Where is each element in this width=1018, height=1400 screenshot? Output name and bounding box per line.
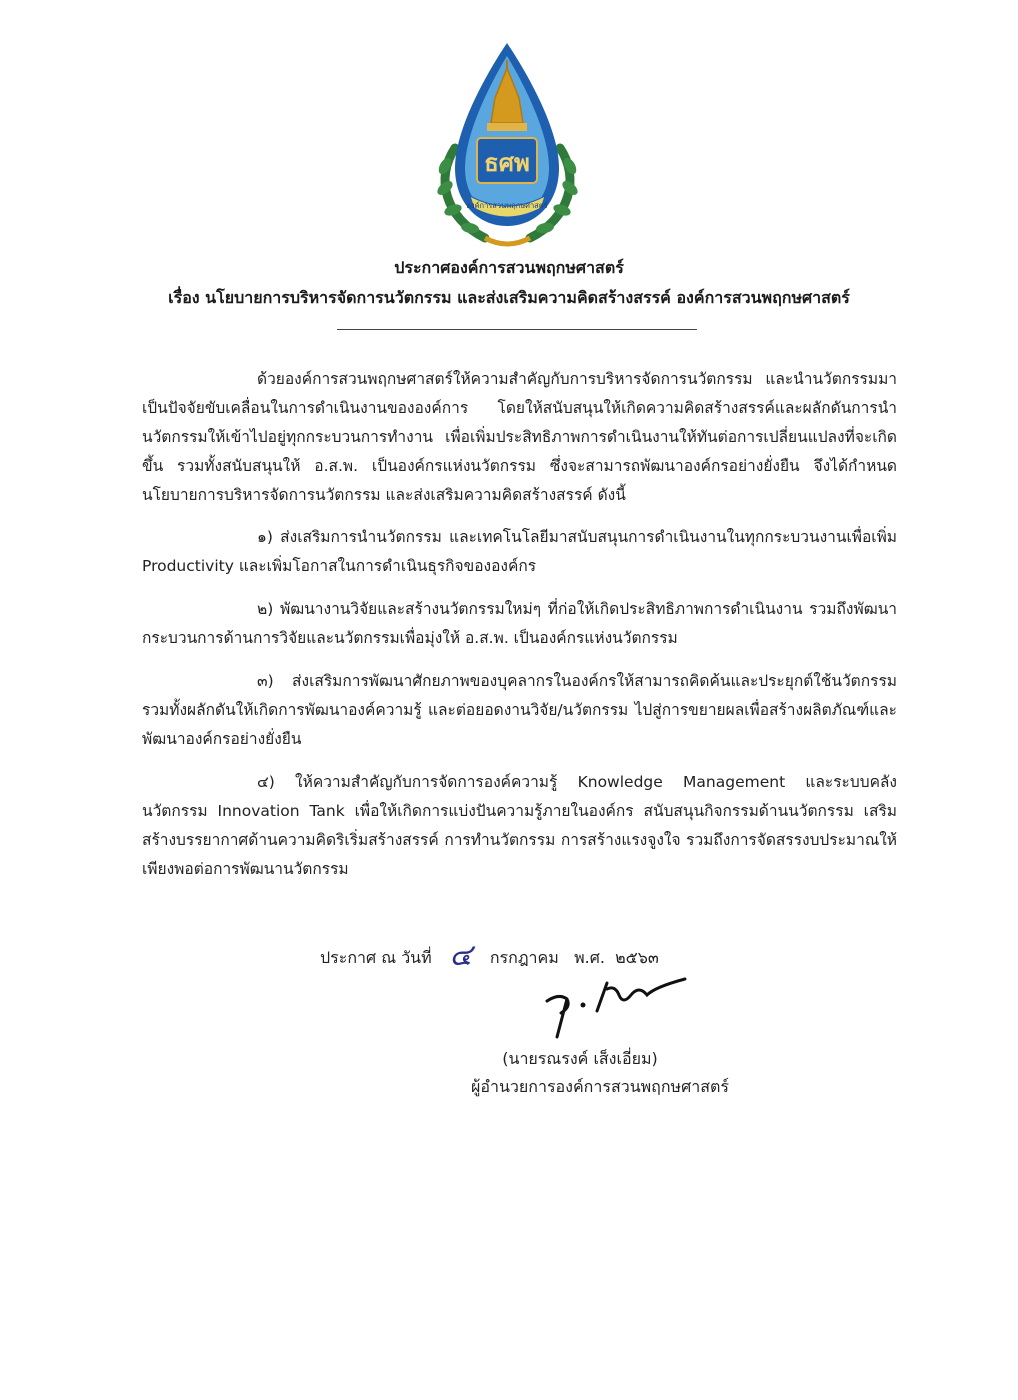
date-year: ๒๕๖๓ (615, 948, 659, 967)
intro-paragraph: ด้วยองค์การสวนพฤกษศาสตร์ให้ความสำคัญกับการบริหารจัดการนวัตกรรม และนำนวัตกรรมมาเป็นปัจจัยขับเคลื่อนในการดำเนินงานขององค์การ โดยให้สนับสนุนให้เกิดความคิดสร้างสรรค์และผลักดันการนำนวัตกรรมให้เข้าไปอยู่ทุกกระบวนการทำงาน เพื่อเพิ่มประสิทธิภาพการดำเนินงานให้ทันต่อการเปลี่ยนแปลงที่จะเกิดขึ้น รวมทั้งสนับสนุนให้ อ.ส.พ. เป็นองค์กรแห่งนวัตกรรม ซึ่งจะสามารถพัฒนาองค์กรอย่างยั่งยืน จึงได้กำหนดนโยบายการบริหารจัดการนวัตกรรม และส่งเสริมความคิดสร้างสรรค์ ดังนี้ (142, 370, 897, 504)
policy-item-1: ๑) ส่งเสริมการนำนวัตกรรม และเทคโนโลยีมาสนับสนุนการดำเนินงานในทุกกระบวนงานเพื่อเพิ่ม Productivity และเพิ่มโอกาสในการดำเนินธุรกิจขององค์กร (142, 528, 897, 575)
monogram-emblem (477, 138, 537, 183)
policy-item-4: ๔) ให้ความสำคัญกับการจัดการองค์ความรู้ Knowledge Management และระบบคลังนวัตกรรม Innovation Tank เพื่อให้เกิดการแบ่งปันความรู้ภายในองค์กร สนับสนุนกิจกรรมด้านนวัตกรรม เสริมสร้างบรรยากาศด้านความคิดริเริ่มสร้างสรรค์ การทำนวัตกรรม การสร้างแรงจูงใจ รวมถึงการจัดสรรงบประมาณให้เพียงพอต่อการพัฒนานวัตกรรม (142, 773, 897, 878)
date-era: พ.ศ. (574, 948, 605, 967)
signatory-position: ผู้อำนวยการองค์การสวนพฤกษศาสตร์ (471, 1077, 729, 1096)
date-day-handwritten: ๔ (449, 938, 473, 973)
organization-logo (415, 38, 600, 253)
title-divider (337, 329, 697, 330)
announcement-subject: เรื่อง นโยบายการบริหารจัดการนวัตกรรม และส่งเสริมความคิดสร้างสรรค์ องค์การสวนพฤกษศาสตร์ (168, 288, 850, 307)
signatory-name: (นายรณรงค์ เส็งเอี่ยม) (502, 1049, 658, 1068)
signature-icon (535, 965, 695, 1045)
date-month: กรกฎาคม (489, 948, 559, 967)
svg-text:ธศพ: ธศพ (484, 149, 530, 177)
svg-text:องค์การสวนพฤกษศาสตร์: องค์การสวนพฤกษศาสตร์ (466, 201, 548, 210)
date-prefix: ประกาศ ณ วันที่ (320, 948, 432, 967)
policy-item-3: ๓) ส่งเสริมการพัฒนาศักยภาพของบุคลากรในองค์กรให้สามารถคิดค้นและประยุกต์ใช้นวัตกรรม รวมทั้งผลักดันให้เกิดการพัฒนาองค์ความรู้ และต่อยอดงานวิจัย/นวัตกรรม ไปสู่การขยายผลเพื่อสร้างผลิตภัณฑ์และพัฒนาองค์กรอย่างยั่งยืน (142, 672, 897, 748)
announcement-title: ประกาศองค์การสวนพฤกษศาสตร์ (394, 258, 624, 277)
policy-item-2: ๒) พัฒนางานวิจัยและสร้างนวัตกรรมใหม่ๆ ที่ก่อให้เกิดประสิทธิภาพการดำเนินงาน รวมถึงพัฒนากระบวนการด้านการวิจัยและนวัตกรรมเพื่อมุ่งให้ อ.ส.พ. เป็นองค์กรแห่งนวัตกรรม (142, 600, 897, 647)
